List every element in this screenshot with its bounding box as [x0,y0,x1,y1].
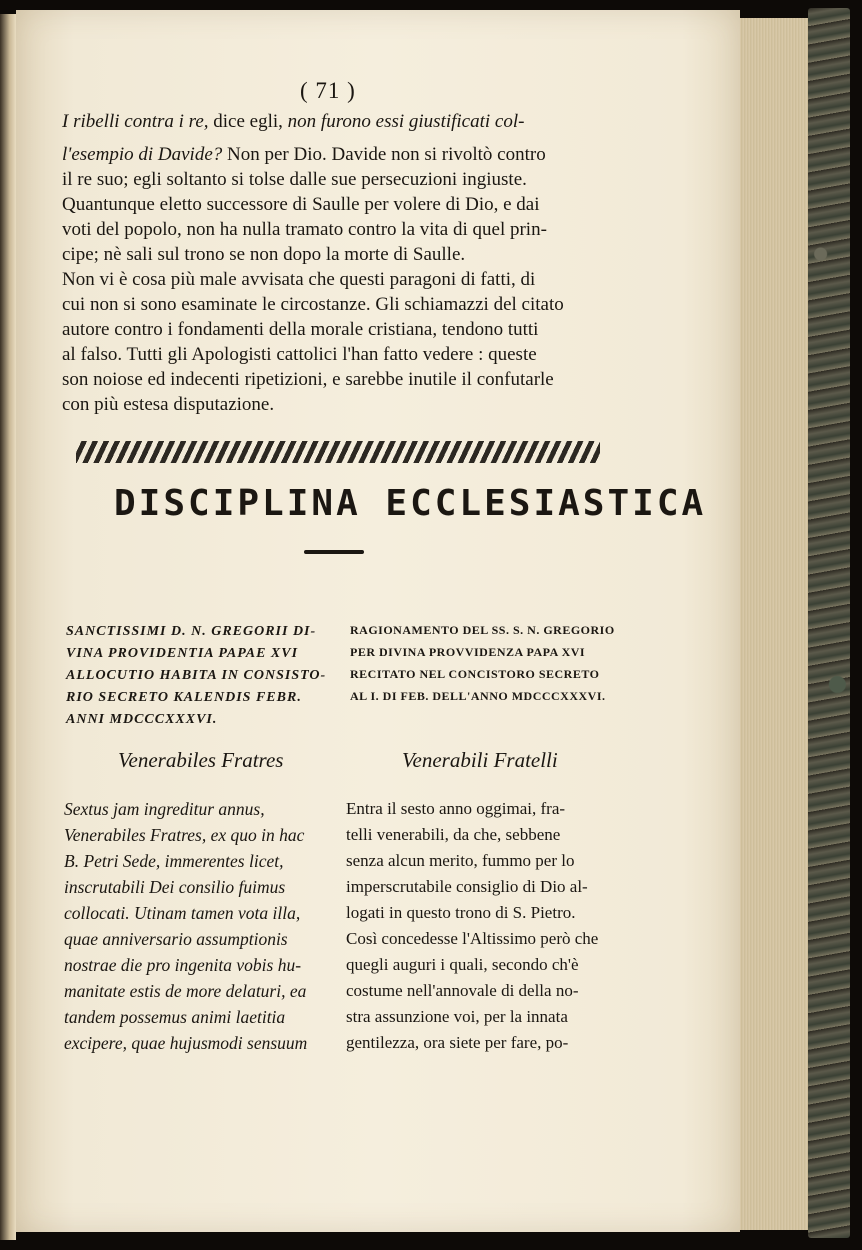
italian-text-line: costume nell'annovale di della no- [346,981,579,1000]
previous-page-edge [0,14,16,1240]
body-line-segment: con più estesa disputazione. [62,394,275,415]
title-rule [304,550,364,554]
latin-heading-line: ALLOCUTIO HABITA IN CONSISTO- [66,668,327,683]
body-line-segment: Quantunque eletto successore di Saulle per volere di Dio, e dai [62,194,540,215]
body-line [62,194,540,216]
body-line-segment: Non per Dio. Davide non si rivoltò contro [222,144,546,165]
latin-text-line: tandem possemus animi laetitia [64,1007,286,1027]
body-line [62,319,538,341]
body-line-segment: al falso. Tutti gli Apologisti cattolici l'han fatto vedere : queste [62,344,537,365]
italian-heading-line: RAGIONAMENTO DEL SS. S. N. GREGORIO [350,623,615,637]
latin-text-line: quae anniversario assumptionis [64,929,288,949]
body-line [62,169,527,191]
italian-text-line: quegli auguri i quali, secondo ch'è [346,955,579,974]
body-line-segment: I ribelli contra i re, [62,111,209,132]
latin-heading-line: SANCTISSIMI D. N. GREGORII DI- [66,624,317,639]
latin-text-line: Sextus jam ingreditur annus, [64,799,265,819]
body-line-segment: cipe; nè sali sul trono se non dopo la morte di Saulle. [62,244,466,265]
body-line [62,294,564,316]
body-line [62,269,535,291]
section-title: DISCIPLINA ECCLESIASTICA [114,483,707,524]
body-line-segment: dice egli, [208,111,288,132]
italian-text-line: gentilezza, ora siete per fare, po- [346,1033,569,1052]
body-line-segment: l'esempio di Davide? [62,144,223,165]
body-line-segment: autore contro i fondamenti della morale cristiana, tendono tutti [62,319,539,340]
body-line-segment: cui non si sono esaminate le circostanze. Gli schiamazzi del citato [62,294,564,315]
latin-heading-line: VINA PROVIDENTIA PAPAE XVI [66,646,299,661]
body-line-segment: il re suo; egli soltanto si tolse dalle sue persecuzioni ingiuste. [62,169,527,190]
latin-text-line: Venerabiles Fratres, ex quo in hac [64,825,305,845]
body-line [62,344,537,366]
italian-text-line: stra assunzione voi, per la innata [346,1007,568,1026]
italian-text-line: Così concedesse l'Altissimo però che [346,929,599,948]
body-line-segment: Non vi è cosa più male avvisata che questi paragoni di fatti, di [62,269,536,290]
latin-subtitle: Venerabiles Fratres [118,748,284,772]
latin-heading-line: RIO SECRETO KALENDIS FEBR. [66,690,302,705]
body-line [62,369,554,391]
latin-heading-line: ANNI MDCCCXXXVI. [66,712,218,727]
latin-text-line: manitate estis de more delaturi, ea [64,981,307,1001]
body-line-segment: voti del popolo, non ha nulla tramato contro la vita di quel prin- [62,219,547,240]
body-line [62,219,547,241]
body-line-segment: son noiose ed indecenti ripetizioni, e sarebbe inutile il confutarle [62,369,554,390]
body-line [62,144,546,166]
body-line [62,394,274,416]
italian-text-line: telli venerabili, da che, sebbene [346,825,561,844]
italian-text-line: senza alcun merito, fummo per lo [346,851,575,870]
italian-text-line: Entra il sesto anno oggimai, fra- [346,799,566,818]
italian-heading-line: RECITATO NEL CONCISTORO SECRETO [350,667,600,681]
italian-heading-line: PER DIVINA PROVVIDENZA PAPA XVI [350,645,586,659]
body-line [62,244,465,266]
italian-text-line: imperscrutabile consiglio di Dio al- [346,877,588,896]
latin-text-line: inscrutabili Dei consilio fuimus [64,877,286,897]
body-line-segment: non furono essi giustificati col- [287,111,525,132]
italian-subtitle: Venerabili Fratelli [402,748,558,772]
page-number: ( 71 ) [300,78,356,103]
italian-heading-line: AL I. DI FEB. DELL'ANNO MDCCCXXXVI. [350,689,606,703]
latin-text-line: excipere, quae hujusmodi sensuum [64,1033,308,1053]
body-line [62,111,524,133]
latin-text-line: nostrae die pro ingenita vobis hu- [64,955,302,975]
latin-text-line: B. Petri Sede, immerentes licet, [64,851,284,871]
latin-text-line: collocati. Utinam tamen vota illa, [64,903,301,923]
book-cover-marbled [808,8,850,1238]
italian-text-line: logati in questo trono di S. Pietro. [346,903,576,922]
ornamental-divider [76,441,600,463]
